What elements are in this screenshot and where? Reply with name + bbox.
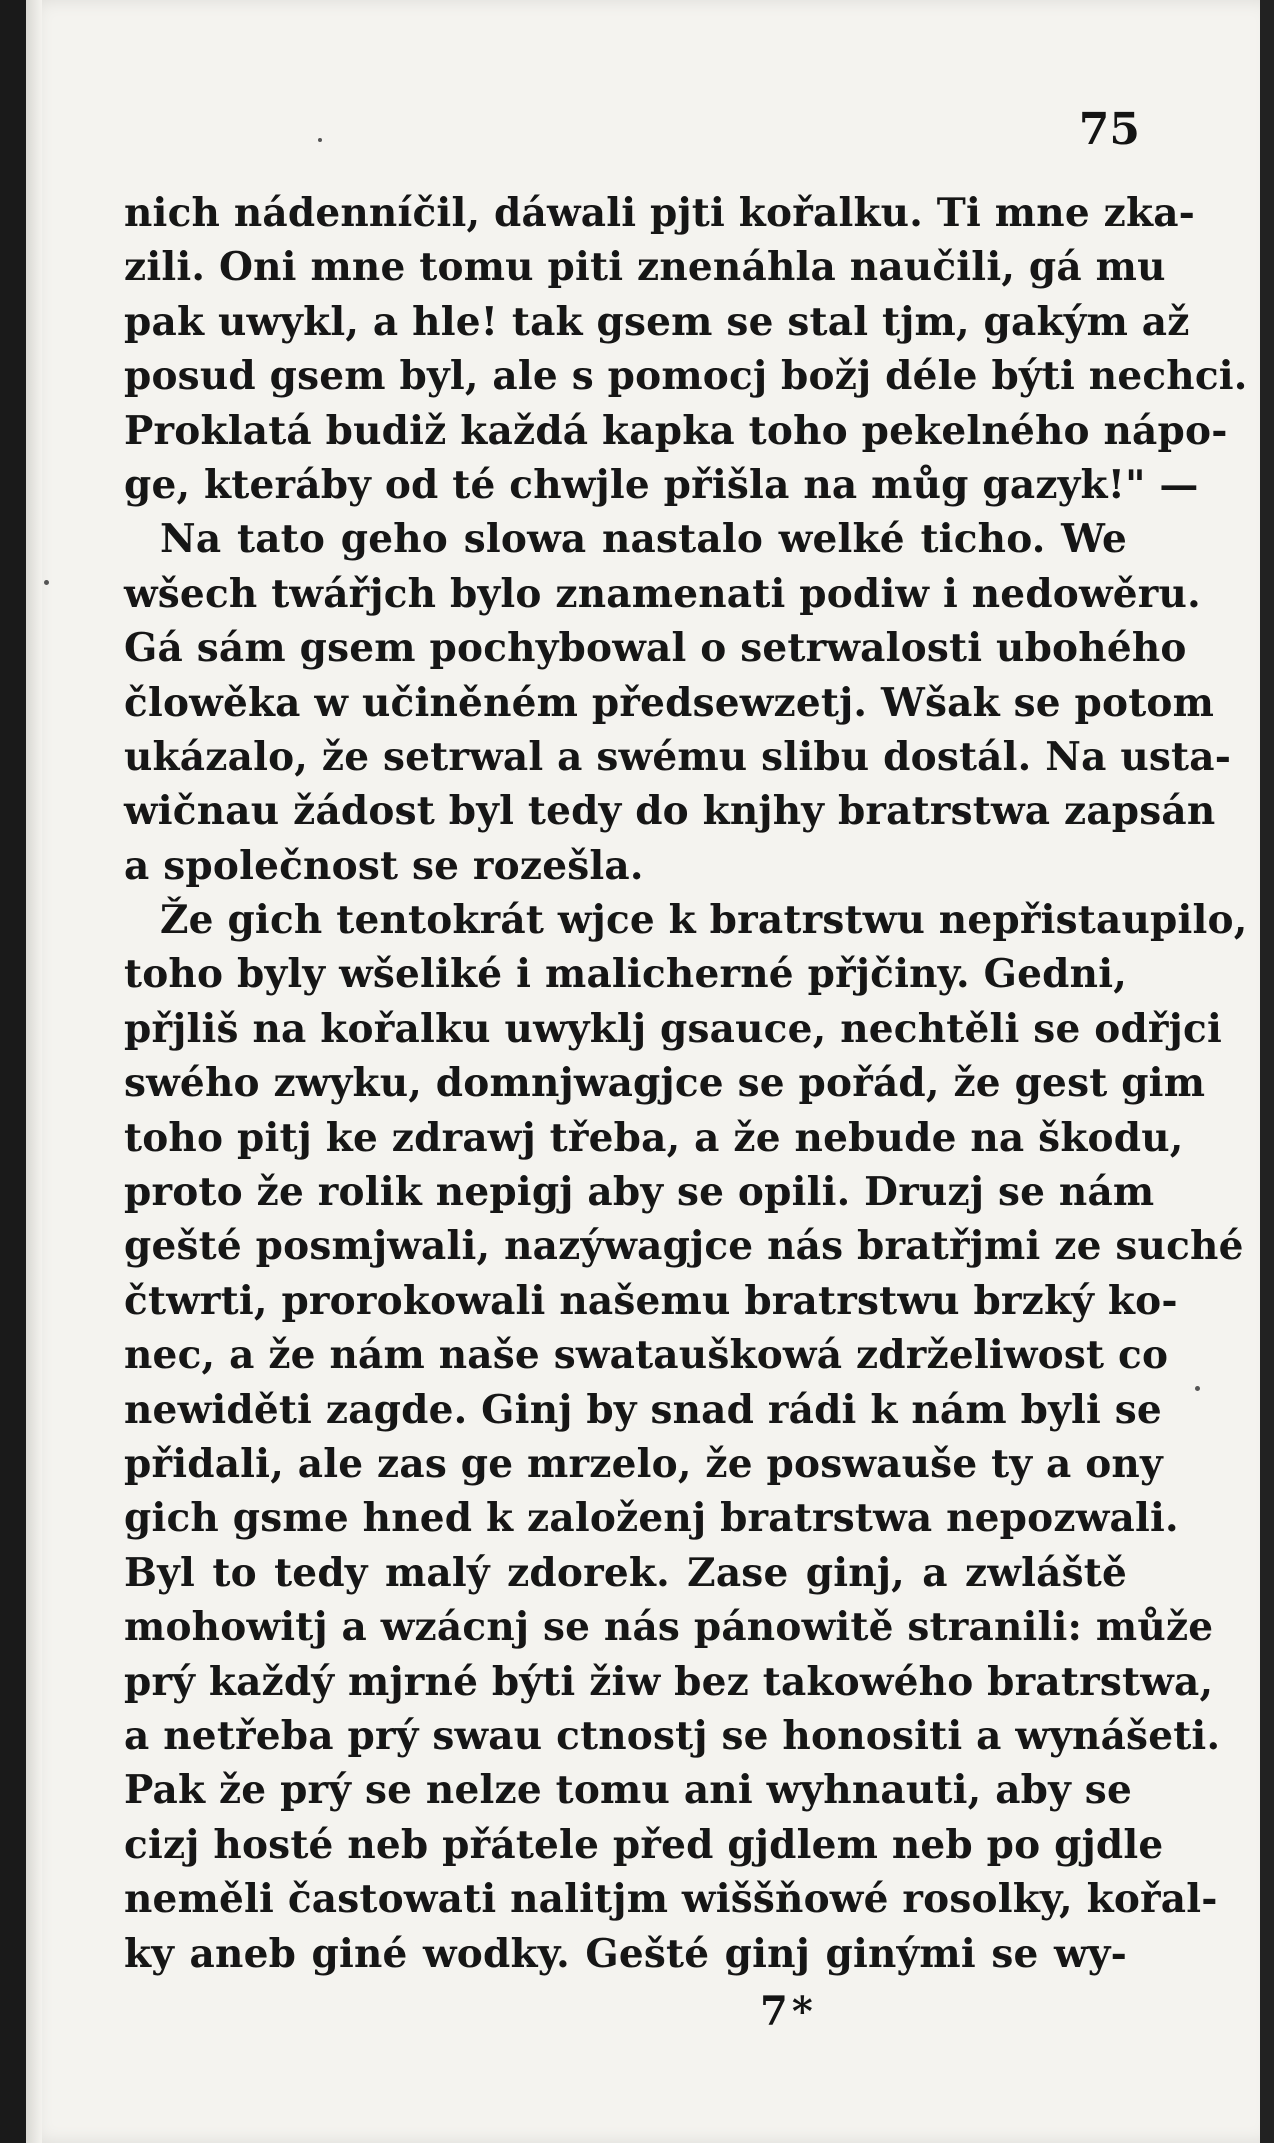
text-line: wičnau žádost byl tedy do knjhy bratrstwa zapsán [124, 788, 1216, 835]
text-line: nec, a že nám naše swatauškowá zdrželiwost co [124, 1332, 1169, 1379]
scan-speck [1195, 1386, 1200, 1391]
scan-speck [44, 580, 49, 585]
text-line: Proklatá budiž každá kapka toho pekelného nápo- [124, 407, 1228, 454]
text-line: newiděti zagde. Ginj by snad rádi k nám byli se [124, 1386, 1162, 1433]
page-number: 75 [1078, 104, 1140, 155]
text-line: Na tato geho slowa nastalo welké ticho. We [160, 516, 1127, 563]
text-line: Gá sám gsem pochybowal o setrwalosti ubohého [124, 625, 1187, 672]
text-line: zili. Oni mne tomu piti znenáhla naučili, gá mu [124, 244, 1166, 291]
text-line: mohowitj a wzácnj se nás pánowitě stranili: může [124, 1604, 1214, 1651]
text-line: Pak že prý se nelze tomu ani wyhnauti, aby se [124, 1767, 1132, 1814]
text-line: pak uwykl, a hle! tak gsem se stal tjm, gakým až [124, 298, 1190, 345]
text-line: člowěka w učiněném předsewzetj. Wšak se potom [124, 679, 1215, 726]
text-line: gich gsme hned k založenj bratrstwa nepozwali. [124, 1495, 1179, 1542]
text-line: gešté posmjwali, nazýwagjce nás bratřjmi ze suché [124, 1223, 1244, 1270]
text-line: proto že rolik nepigj aby se opili. Druzj se nám [124, 1169, 1155, 1216]
body-text [124, 186, 1248, 1981]
text-line: posud gsem byl, ale s pomocj božj déle býti nechci. [124, 353, 1248, 400]
text-line: neměli častowati nalitjm wiššňowé rosolky, kořal- [124, 1876, 1218, 1923]
text-line: a společnost se rozešla. [124, 842, 644, 889]
text-line: swého zwyku, domnjwagjce se pořád, že gest gim [124, 1060, 1206, 1107]
text-line: Byl to tedy malý zdorek. Zase ginj, a zwláště [124, 1549, 1127, 1596]
text-line: přjliš na kořalku uwyklj gsauce, nechtěli se odřjci [124, 1005, 1222, 1052]
text-line: toho pitj ke zdrawj třeba, a že nebude na škodu, [124, 1114, 1184, 1161]
page-gutter-shadow [26, 0, 42, 2143]
text-line: přidali, ale zas ge mrzelo, že poswauše ty a ony [124, 1440, 1163, 1487]
text-line: wšech twářjch bylo znamenati podiw i nedowěru. [124, 570, 1201, 617]
text-line: ge, kteráby od té chwjle přišla na můg gazyk!" — [124, 461, 1199, 508]
text-line: čtwrti, prorokowali našemu bratrstwu brzký ko- [124, 1277, 1178, 1324]
text-line: toho byly wšeliké i malicherné přjčiny. Gedni, [124, 951, 1127, 998]
text-line: cizj hosté neb přátele před gjdlem neb po gjdle [124, 1821, 1164, 1868]
scan-border [1260, 0, 1274, 2143]
signature-mark: 7* [760, 1988, 817, 2035]
text-line: ukázalo, že setrwal a swému slibu dostál. Na usta- [124, 733, 1232, 780]
scan-speck [318, 138, 322, 142]
text-line: ky aneb giné wodky. Gešté ginj ginými se wy- [124, 1930, 1127, 1977]
text-line: nich nádenníčil, dáwali pjti kořalku. Ti mne zka- [124, 190, 1196, 236]
text-line: Že gich tentokrát wjce k bratrstwu nepřistaupilo, [160, 897, 1248, 944]
text-line: a netřeba prý swau ctnostj se honositi a wynášeti. [124, 1712, 1221, 1759]
text-line: prý každý mjrné býti žiw bez takowého bratrstwa, [124, 1658, 1214, 1705]
